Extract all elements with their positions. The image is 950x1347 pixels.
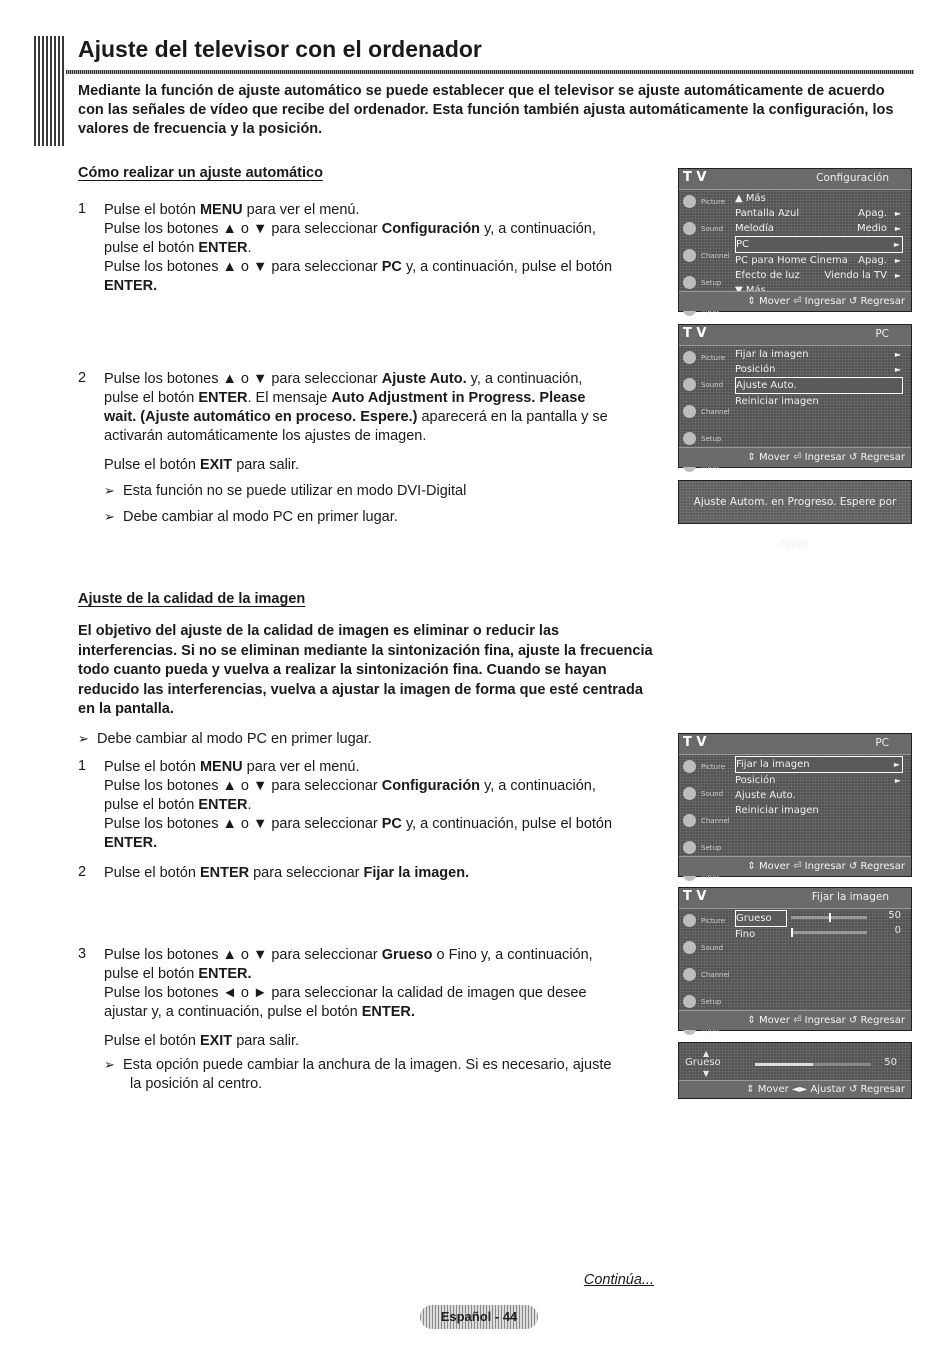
step-number: 3 xyxy=(78,946,87,962)
menu-category-icon: Channel xyxy=(679,243,729,270)
menu-category-icon: Setup xyxy=(679,835,729,862)
menu-item[interactable] xyxy=(735,756,903,773)
menu-item[interactable] xyxy=(735,927,785,942)
menu-item[interactable] xyxy=(735,362,903,377)
chevron-right-icon: ► xyxy=(894,776,901,785)
chevron-right-icon: ► xyxy=(894,271,901,280)
menu-item-label: Efecto de luz xyxy=(735,270,800,281)
menu-category-icon: Picture xyxy=(679,908,729,935)
menu-item[interactable] xyxy=(735,910,787,927)
chevron-right-icon: ► xyxy=(893,240,900,249)
menu-item-label: Fino xyxy=(735,929,756,940)
menu-item[interactable] xyxy=(735,394,903,409)
menu-category-icon: Sound xyxy=(679,935,729,962)
menu-item-label: Melodía xyxy=(735,223,774,234)
menu-category-icon: Setup xyxy=(679,426,729,453)
note-arrow-icon: ➢ xyxy=(104,483,115,498)
screen-footer: ⇕ Mover ⏎ Ingresar ↺ Regresar xyxy=(679,1010,911,1030)
menu-category-icon: Picture xyxy=(679,754,729,781)
menu-item[interactable] xyxy=(735,206,903,221)
menu-item[interactable] xyxy=(735,236,903,253)
menu-item-label: ▲ Más xyxy=(735,193,766,204)
menu-item[interactable] xyxy=(735,253,903,268)
section-heading-auto-adjust: Cómo realizar un ajuste automático xyxy=(78,165,323,181)
menu-item[interactable] xyxy=(735,191,903,206)
note-arrow-icon: ➢ xyxy=(78,731,89,746)
slider-track[interactable] xyxy=(791,931,867,934)
screen-footer: ⇕ Mover ◄► Ajustar ↺ Regresar xyxy=(679,1080,911,1098)
tv-screen-image-lock: T V Fijar la imagen Picture Sound Channel Setup Grueso 50 Fino 0 ⇕ Mover ⏎ Ingresar ↺ Regresar xyxy=(678,887,912,1031)
menu-category-icon: Setup xyxy=(679,989,729,1016)
menu-item-label: Pantalla Azul xyxy=(735,208,800,219)
menu-item-label: Posición xyxy=(735,775,776,786)
note-arrow-icon: ➢ xyxy=(104,1057,115,1072)
menu-item-value: Apag. xyxy=(858,208,887,219)
menu-category-icon: Sound xyxy=(679,216,729,243)
step-number: 1 xyxy=(78,758,87,774)
menu-item[interactable] xyxy=(735,221,903,236)
chevron-right-icon: ► xyxy=(894,256,901,265)
menu-category-icon: Channel xyxy=(679,808,729,835)
screen-footer: ⇕ Mover ⏎ Ingresar ↺ Regresar xyxy=(679,291,911,311)
menu-category-icon: Setup xyxy=(679,270,729,297)
menu-item-label: Fijar la imagen xyxy=(736,759,810,770)
slider-label: Grueso xyxy=(685,1057,721,1068)
slider-value: 50 xyxy=(888,910,901,921)
chevron-right-icon: ► xyxy=(894,209,901,218)
chevron-right-icon: ► xyxy=(893,760,900,769)
menu-item-label: PC para Home Cinema xyxy=(735,255,848,266)
step-number: 2 xyxy=(78,370,87,386)
menu-item-label: Reiniciar imagen xyxy=(735,396,819,407)
tv-screen-pc-menu-image-lock: T V PC Picture Sound Channel Setup Fijar la imagen ► Posición ► Ajuste Auto. Reiniciar imagen ⇕ Mover ⏎ Ingresar ↺ Regresar xyxy=(678,733,912,877)
menu-item[interactable] xyxy=(735,347,903,362)
menu-item-value: Apag. xyxy=(858,255,887,266)
intro-paragraph: Mediante la función de ajuste automático se puede establecer que el televisor se ajuste automáticamente de acuerdo con las señales de vídeo que recibe del ordenador. Esta función también ajusta automáticamente la configuración, los valores de frecuencia y la posición. xyxy=(78,83,894,137)
tv-screen-coarse-slider xyxy=(678,1042,912,1099)
menu-item-label: Grueso xyxy=(736,913,772,924)
menu-item-label: Reiniciar imagen xyxy=(735,805,819,816)
note-arrow-icon: ➢ xyxy=(104,509,115,524)
chevron-right-icon: ► xyxy=(894,365,901,374)
menu-category-icon: Picture xyxy=(679,189,729,216)
up-arrow-icon: ▲ xyxy=(703,1049,710,1058)
menu-category-icon: Sound xyxy=(679,781,729,808)
menu-item-value: Viendo la TV xyxy=(824,270,887,281)
slider-thumb[interactable] xyxy=(791,928,793,937)
menu-item[interactable] xyxy=(735,803,903,818)
title-decoration xyxy=(34,36,64,146)
step-number: 1 xyxy=(78,201,87,217)
menu-item[interactable] xyxy=(735,268,903,283)
section2-description: El objetivo del ajuste de la calidad de imagen es eliminar o reducir las interferencias. Si no se eliminan mediante la sintonización fina, ajuste la frecuencia todo cuanto pueda y vuelva a realizar la sintonización fina. Cuando se hayan reducido las interferencias, vuelva a ajustar la imagen de forma que esté centrada en la pantalla. xyxy=(78,623,653,717)
menu-category-icon: Channel xyxy=(679,399,729,426)
menu-item[interactable] xyxy=(735,788,903,803)
continued-label: Continúa... xyxy=(583,1272,654,1288)
section-heading-image-quality: Ajuste de la calidad de la imagen xyxy=(78,591,306,607)
menu-item-label: PC xyxy=(736,239,750,250)
step-number: 2 xyxy=(78,864,87,880)
menu-item-value: Medio xyxy=(856,223,887,234)
page-number: Español - 44 xyxy=(420,1305,538,1329)
menu-category-icon: Picture xyxy=(679,345,729,372)
menu-item-label: Ajuste Auto. xyxy=(735,790,796,801)
title-rule xyxy=(66,70,914,74)
auto-adjust-progress-message: Ajuste Autom. en Progreso. Espere por favor. xyxy=(678,480,912,524)
page-title: Ajuste del televisor con el ordenador xyxy=(78,36,482,62)
down-arrow-icon: ▼ xyxy=(703,1069,710,1078)
menu-item-label: Ajuste Auto. xyxy=(736,380,797,391)
menu-category-icon: Channel xyxy=(679,962,729,989)
tv-screen-pc-menu-auto: T V PC Picture Sound Channel Setup Fijar la imagen ► Posición ► Ajuste Auto. Reiniciar imagen ⇕ Mover ⏎ Ingresar ↺ Regresar xyxy=(678,324,912,468)
slider-fill xyxy=(755,1063,813,1066)
chevron-right-icon: ► xyxy=(894,224,901,233)
slider-value: 50 xyxy=(884,1057,897,1068)
tv-screen-setup-menu: T V Configuración Picture Sound Channel Setup ▲ Más Pantalla Azul Apag. ► Melodía Medio ► PC ► PC para Home Cinema Apag. ► Efecto de luz Viendo la TV ► ⇕ Mover ⏎ Ingresar ↺ Regresar xyxy=(678,168,912,312)
chevron-right-icon: ► xyxy=(894,350,901,359)
menu-item-label: Posición xyxy=(735,364,776,375)
screen-footer: ⇕ Mover ⏎ Ingresar ↺ Regresar xyxy=(679,856,911,876)
slider-value: 0 xyxy=(894,925,901,936)
slider-thumb[interactable] xyxy=(829,913,831,922)
screen-footer: ⇕ Mover ⏎ Ingresar ↺ Regresar xyxy=(679,447,911,467)
menu-item[interactable] xyxy=(735,377,903,394)
section2-note: ➢ Debe cambiar al modo PC en primer lugar. xyxy=(78,731,372,747)
menu-item[interactable] xyxy=(735,773,903,788)
menu-item-label: Fijar la imagen xyxy=(735,349,809,360)
menu-category-icon: Sound xyxy=(679,372,729,399)
